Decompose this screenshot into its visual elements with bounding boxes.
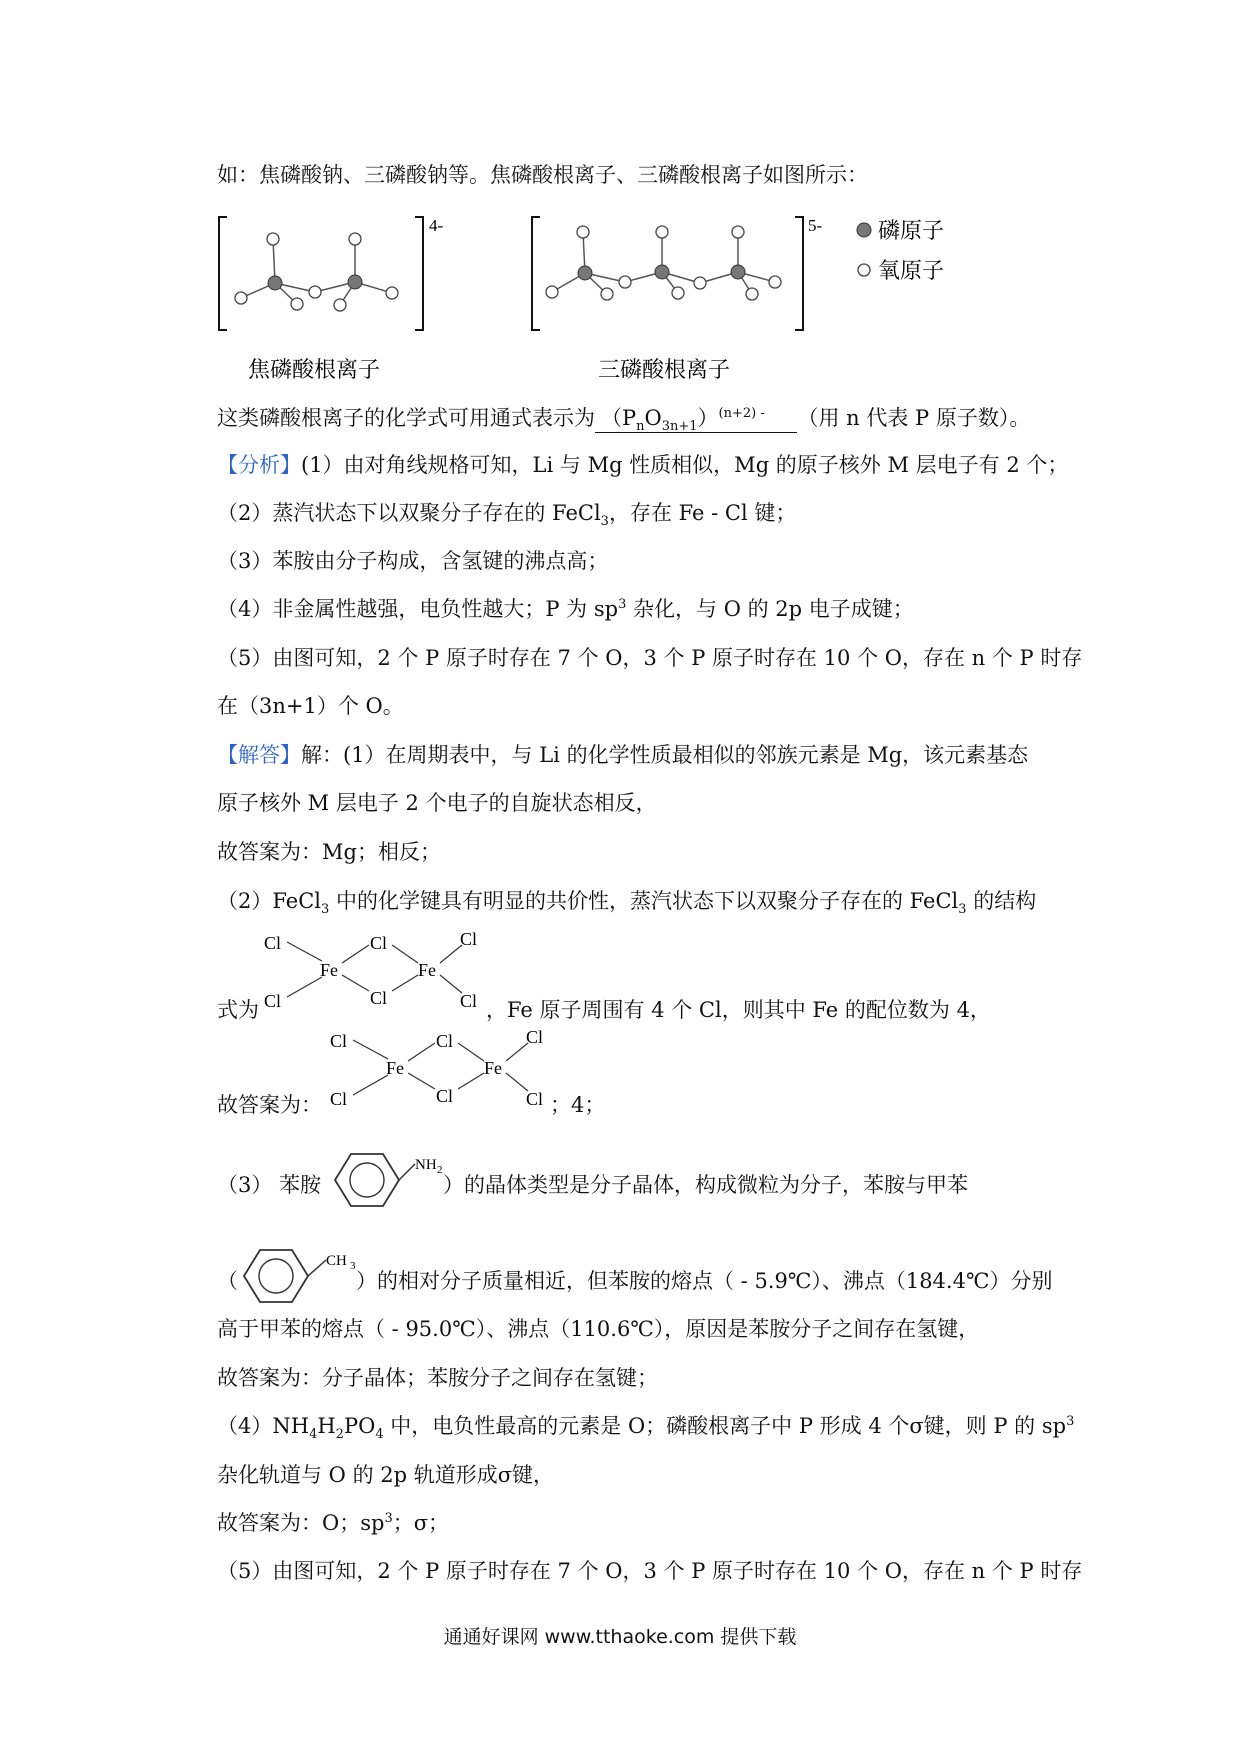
oxygen-atom: [309, 286, 321, 298]
answer-5: （5）由图可知，2 个 P 原子时存在 7 个 O，3 个 P 原子时存在 10 个 O，存在 n 个 P 时存: [217, 1559, 1083, 1583]
svg-text:Cl: Cl: [330, 1031, 348, 1051]
svg-text:NH: NH: [415, 1157, 437, 1173]
svg-text:Cl: Cl: [370, 933, 388, 953]
phosphorus-atom: [578, 266, 592, 280]
phosphorus-atom: [268, 276, 282, 290]
svg-text:Cl: Cl: [526, 1089, 544, 1108]
oxygen-atom: [672, 287, 684, 299]
answer-3b: （ ）的相对分子质量相近，但苯胺的熔点（ - 5.9℃）、沸点（184.4℃）分别: [217, 1269, 1053, 1293]
oxygen-atom: [546, 286, 558, 298]
legend-phosphorus: 磷原子: [878, 218, 945, 243]
svg-text:Cl: Cl: [370, 988, 388, 1008]
svg-text:Cl: Cl: [264, 991, 282, 1010]
oxygen-atom: [349, 233, 361, 245]
svg-text:Cl: Cl: [436, 1086, 454, 1106]
oxygen-atom: [746, 288, 758, 300]
analysis-2: （2）蒸汽状态下以双聚分子存在的 FeCl$_3$，存在 Fe - Cl 键；: [217, 501, 797, 530]
oxygen-atom: [267, 233, 279, 245]
analysis-4: （4）非金属性越强，电负性越大；P 为 $sp^3$ 杂化，与 O 的 2p 电子成键；: [217, 597, 914, 621]
svg-text:Cl: Cl: [460, 991, 478, 1010]
oxygen-atom: [619, 276, 631, 288]
answer-4b: 杂化轨道与 O 的 2p 轨道形成σ键，: [217, 1463, 555, 1487]
answer-3c: 高于甲苯的熔点（ - 95.0℃）、沸点（110.6℃），原因是苯胺分子之间存在氢键，: [217, 1317, 980, 1341]
phosphorus-atom: [731, 265, 745, 279]
svg-text:Cl: Cl: [264, 933, 282, 953]
legend-oxygen-dot: [858, 264, 870, 276]
answer-3d: 故答案为：分子晶体；苯胺分子之间存在氢键；: [217, 1366, 658, 1390]
tri-charge: 5-: [808, 216, 823, 235]
svg-text:Fe: Fe: [418, 960, 436, 980]
phosphorus-atom: [655, 265, 669, 279]
analysis-5b: 在（3n+1）个 O。: [217, 694, 404, 718]
pyro-charge: 4-: [429, 216, 444, 235]
legend-oxygen: 氧原子: [878, 258, 945, 283]
phosphorus-atom: [348, 275, 362, 289]
oxygen-atom: [235, 292, 247, 304]
svg-text:Cl: Cl: [460, 929, 478, 949]
svg-text:3: 3: [350, 1260, 356, 1272]
answer-2b: 式为 ，Fe 原子周围有 4 个 Cl，则其中 Fe 的配位数为 4，: [217, 998, 991, 1022]
answer-1c: 故答案为：Mg；相反；: [217, 840, 441, 864]
svg-text:Fe: Fe: [386, 1058, 404, 1078]
oxygen-atom: [656, 226, 668, 238]
answer-2c: 故答案为： ；4；: [217, 1093, 606, 1117]
answer-4: $(4)NH_4H_2PO_4$ 中，电负性最高的元素是 O；磷酸根离子中 P 形成 4 个σ键，则 P 的 $sp^3$: [217, 1414, 1075, 1443]
oxygen-atom: [334, 299, 346, 311]
intro-line: 如：焦磷酸钠、三磷酸钠等。焦磷酸根离子、三磷酸根离子如图所示：: [217, 163, 868, 187]
answer-2: （2）FeCl$_3$ 中的化学键具有明显的共价性，蒸汽状态下以双聚分子存在的 FeCl$_3$ 的结构: [217, 889, 1037, 918]
oxygen-atom: [577, 226, 589, 238]
svg-text:Cl: Cl: [526, 1027, 544, 1047]
phosphate-ions-figure: [215, 205, 975, 390]
svg-text:2: 2: [437, 1164, 443, 1176]
svg-text:Cl: Cl: [436, 1031, 454, 1051]
page-footer: 通通好课网 www.tthaoke.com 提供下载: [443, 1626, 797, 1648]
oxygen-atom: [694, 277, 706, 289]
answer-1b: 原子核外 M 层电子 2 个电子的自旋状态相反，: [217, 791, 657, 815]
legend-phosphorus-dot: [857, 223, 871, 237]
svg-text:Fe: Fe: [484, 1058, 502, 1078]
oxygen-atom: [291, 298, 303, 310]
pyro-label: 焦磷酸根离子: [248, 357, 381, 382]
analysis-tag: 【分析】: [217, 453, 301, 477]
svg-text:Fe: Fe: [320, 960, 338, 980]
answer-4c: 故答案为：O；$sp^3$；σ；: [217, 1511, 450, 1535]
analysis-5: （5）由图可知，2 个 P 原子时存在 7 个 O，3 个 P 原子时存在 10 个 O，存在 n 个 P 时存: [217, 646, 1083, 670]
answer-1: 【解答】解：(1）在周期表中，与 Li 的化学性质最相似的邻族元素是 Mg，该元素基态: [217, 743, 1029, 767]
oxygen-atom: [386, 287, 398, 299]
answer-tag: 【解答】: [217, 743, 301, 767]
analysis-1: 【分析】(1）由对角线规格可知，Li 与 Mg 性质相似，Mg 的原子核外 M 层电子有 2 个；: [217, 453, 1069, 477]
oxygen-atom: [601, 288, 613, 300]
tri-label: 三磷酸根离子: [598, 357, 731, 382]
svg-text:CH: CH: [326, 1253, 347, 1269]
general-formula-line: 这类磷酸根离子的化学式可用通式表示为 $(P_nO_{3n+1})^{(n+2) -}$ （用 n 代表 P 原子数）。: [217, 406, 1031, 435]
svg-text:Cl: Cl: [330, 1089, 348, 1108]
formula-answer: $(P_nO_{3n+1})^{(n+2) -}$: [595, 406, 797, 433]
analysis-3: （3）苯胺由分子构成，含氢键的沸点高；: [217, 549, 609, 573]
oxygen-atom: [769, 276, 781, 288]
oxygen-atom: [732, 226, 744, 238]
answer-3: （3） 苯胺 ）的晶体类型是分子晶体，构成微粒为分子，苯胺与甲苯: [217, 1173, 969, 1197]
